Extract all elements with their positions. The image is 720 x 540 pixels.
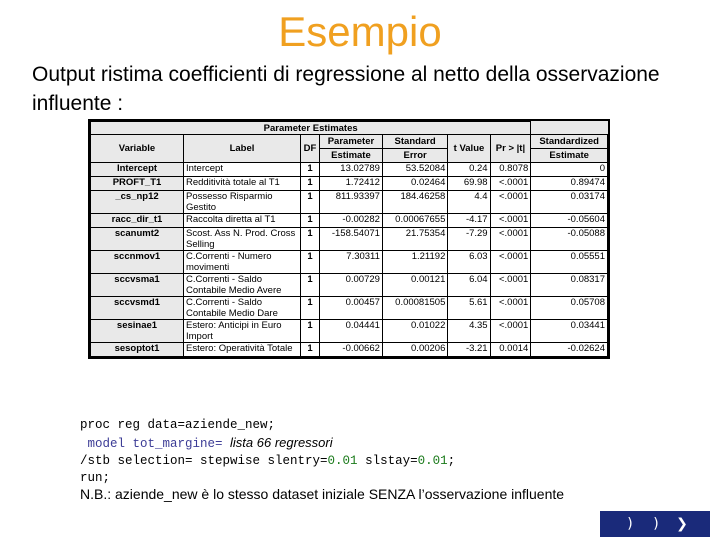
code-line-1: proc reg data=aziende_new; — [80, 418, 276, 432]
table-caption: Parameter Estimates — [91, 122, 531, 135]
table-row — [91, 251, 608, 274]
cell-std-estimate: 0.03174 — [531, 191, 608, 214]
cell-estimate: 7.30311 — [320, 251, 383, 274]
cell-df: 1 — [301, 251, 320, 274]
cell-std-estimate: 0.03441 — [531, 320, 608, 343]
cell-tvalue: -7.29 — [448, 228, 490, 251]
cell-variable: _cs_np12 — [91, 191, 184, 214]
cell-pr: <.0001 — [490, 297, 531, 320]
header-label: Label — [184, 135, 301, 163]
slide-title: Esempio — [278, 8, 442, 55]
cell-df: 1 — [301, 274, 320, 297]
cell-stderr: 0.00067655 — [382, 214, 447, 228]
cell-estimate: -0.00662 — [320, 343, 383, 357]
cell-stderr: 53.52084 — [382, 163, 447, 177]
cell-pr: <.0001 — [490, 228, 531, 251]
cell-std-estimate: -0.02624 — [531, 343, 608, 357]
cell-estimate: 13.02789 — [320, 163, 383, 177]
table-row — [91, 297, 608, 320]
code-line-3-mid: slstay= — [357, 454, 418, 468]
note-text: N.B.: aziende_new è lo stesso dataset iniziale SENZA l’osservazione influente — [80, 486, 565, 502]
header-tvalue: t Value — [448, 135, 490, 163]
cell-stderr: 0.02464 — [382, 177, 447, 191]
cell-variable: racc_dir_t1 — [91, 214, 184, 228]
cell-label: Possesso Risparmio Gestito — [184, 191, 301, 214]
cell-tvalue: 69.98 — [448, 177, 490, 191]
cell-variable: sesinae1 — [91, 320, 184, 343]
cell-df: 1 — [301, 214, 320, 228]
header-standardized: Standardized — [531, 135, 608, 149]
header-variable: Variable — [91, 135, 184, 163]
table-row — [91, 191, 608, 214]
cell-tvalue: -4.17 — [448, 214, 490, 228]
cell-tvalue: 6.03 — [448, 251, 490, 274]
table-row — [91, 163, 608, 177]
header-error: Error — [382, 149, 447, 163]
code-line-2-italic: lista 66 regressori — [230, 435, 333, 450]
cell-df: 1 — [301, 228, 320, 251]
cell-tvalue: 5.61 — [448, 297, 490, 320]
code-slstay-value: 0.01 — [417, 454, 448, 468]
cell-pr: <.0001 — [490, 320, 531, 343]
cell-stderr: 0.01022 — [382, 320, 447, 343]
cell-std-estimate: 0.05551 — [531, 251, 608, 274]
cell-std-estimate: 0.05708 — [531, 297, 608, 320]
cell-stderr: 0.00206 — [382, 343, 447, 357]
cell-estimate: -0.00282 — [320, 214, 383, 228]
cell-label: Redditività totale al T1 — [184, 177, 301, 191]
header-estimate: Estimate — [320, 149, 383, 163]
cell-std-estimate: -0.05604 — [531, 214, 608, 228]
cell-estimate: 0.00729 — [320, 274, 383, 297]
intro-text: Output ristima coefficienti di regressione al netto della osservazione influente : — [32, 63, 660, 115]
table-row — [91, 214, 608, 228]
cell-variable: PROFT_T1 — [91, 177, 184, 191]
cell-pr: <.0001 — [490, 274, 531, 297]
cell-label: Raccolta diretta al T1 — [184, 214, 301, 228]
cell-variable: sccnmov1 — [91, 251, 184, 274]
code-slentry-value: 0.01 — [327, 454, 358, 468]
code-line-4: run; — [80, 471, 111, 485]
parameter-estimates-table — [88, 119, 610, 359]
cell-pr: 0.0014 — [490, 343, 531, 357]
sas-code-block — [80, 417, 455, 487]
cell-estimate: 1.72412 — [320, 177, 383, 191]
cell-df: 1 — [301, 297, 320, 320]
cell-tvalue: 4.4 — [448, 191, 490, 214]
cell-label: C.Correnti - Numero movimenti — [184, 251, 301, 274]
cell-estimate: 0.00457 — [320, 297, 383, 320]
cell-pr: <.0001 — [490, 191, 531, 214]
table-row — [91, 274, 608, 297]
cell-tvalue: -3.21 — [448, 343, 490, 357]
nav-back-icon[interactable]: ) — [627, 516, 633, 532]
header-standard: Standard — [382, 135, 447, 149]
cell-label: Scost. Ass N. Prod. Cross Selling — [184, 228, 301, 251]
cell-label: Estero: Operatività Totale — [184, 343, 301, 357]
cell-stderr: 184.46258 — [382, 191, 447, 214]
cell-stderr: 0.00081505 — [382, 297, 447, 320]
cell-variable: scanumt2 — [91, 228, 184, 251]
cell-tvalue: 6.04 — [448, 274, 490, 297]
table-row — [91, 177, 608, 191]
cell-stderr: 21.75354 — [382, 228, 447, 251]
cell-tvalue: 0.24 — [448, 163, 490, 177]
cell-variable: Intercept — [91, 163, 184, 177]
cell-estimate: -158.54071 — [320, 228, 383, 251]
table-row — [91, 320, 608, 343]
cell-label: Estero: Anticipi in Euro Import — [184, 320, 301, 343]
code-line-3-end: ; — [447, 454, 456, 468]
cell-df: 1 — [301, 191, 320, 214]
cell-estimate: 811.93397 — [320, 191, 383, 214]
table-row — [91, 228, 608, 251]
nav-end-icon[interactable]: ❯ — [676, 516, 688, 532]
cell-stderr: 0.00121 — [382, 274, 447, 297]
header-std-estimate: Estimate — [531, 149, 608, 163]
cell-df: 1 — [301, 163, 320, 177]
cell-label: Intercept — [184, 163, 301, 177]
cell-tvalue: 4.35 — [448, 320, 490, 343]
cell-stderr: 1.21192 — [382, 251, 447, 274]
cell-df: 1 — [301, 177, 320, 191]
cell-variable: sccvsma1 — [91, 274, 184, 297]
cell-pr: <.0001 — [490, 177, 531, 191]
header-df: DF — [301, 135, 320, 163]
cell-std-estimate: 0.89474 — [531, 177, 608, 191]
cell-variable: sccvsmd1 — [91, 297, 184, 320]
cell-label: C.Correnti - Saldo Contabile Medio Dare — [184, 297, 301, 320]
cell-estimate: 0.04441 — [320, 320, 383, 343]
header-pr: Pr > |t| — [490, 135, 531, 163]
cell-variable: sesoptot1 — [91, 343, 184, 357]
cell-std-estimate: -0.05088 — [531, 228, 608, 251]
code-line-2-prefix: model tot_margine= — [80, 437, 231, 451]
code-line-3-prefix: /stb selection= stepwise slentry= — [80, 454, 328, 468]
nav-forward-icon[interactable]: ) — [653, 516, 659, 532]
cell-df: 1 — [301, 320, 320, 343]
cell-pr: 0.8078 — [490, 163, 531, 177]
cell-std-estimate: 0.08317 — [531, 274, 608, 297]
cell-pr: <.0001 — [490, 251, 531, 274]
cell-pr: <.0001 — [490, 214, 531, 228]
cell-std-estimate: 0 — [531, 163, 608, 177]
cell-label: C.Correnti - Saldo Contabile Medio Avere — [184, 274, 301, 297]
header-parameter: Parameter — [320, 135, 383, 149]
cell-df: 1 — [301, 343, 320, 357]
slide-nav-bar — [600, 511, 710, 537]
table-row — [91, 343, 608, 357]
